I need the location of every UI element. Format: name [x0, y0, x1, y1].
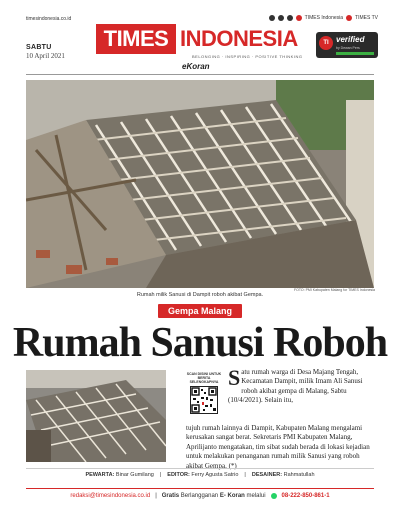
footer: redaksi@timesindonesia.co.id | Gratis Berlangganan E- Koran melalui 08-222-850-861-1 [26, 488, 374, 500]
editor-name: Ferry Agusta Satrio [191, 472, 239, 478]
twitter-icon[interactable] [287, 15, 293, 21]
brand-times: TIMES [96, 24, 176, 54]
article-credits: PEWARTA: Binar Gumilang | EDITOR: Ferry Agusta Satrio | DESAINER: Rahmatullah [26, 468, 374, 480]
masthead-logo[interactable] [96, 24, 306, 62]
issue-day: SABTU [26, 44, 52, 51]
qr-code-icon[interactable] [190, 386, 218, 414]
tv-label: TIMES TV [355, 15, 378, 21]
designer-label: DESAINER: [251, 472, 283, 478]
facebook-icon[interactable] [269, 15, 275, 21]
article-kicker: Gempa Malang [158, 304, 242, 318]
article-body-intro [228, 365, 374, 406]
social-handle: TIMES Indonesia [304, 15, 344, 21]
article-body-part1: atu rumah warga di Desa Majang Tengah, Kecamatan Dampit, milik Imam Ali Sanusi roboh akibat gempa di Malang, Sabtu (10/4/2021). Selain itu, [228, 368, 363, 405]
footer-subscribe: Berlangganan [180, 492, 219, 499]
verified-label: verified [336, 35, 365, 44]
verified-sub: by Dewan Pers [336, 46, 360, 50]
site-url[interactable]: timesindonesia.co.id [26, 16, 72, 22]
verified-logo-icon: TI [319, 36, 333, 50]
main-photo [26, 80, 374, 288]
article-body-part2: tujuh rumah lainnya di Dampit, Kabupaten Malang mengalami kerusakan sangat berat. Sekretaris PMI Kabupaten Malang, Aprilijanto mengatakan, tim sibat sudah berada di lokasi kejadian untuk melakukan penanganan rumah milik Sanusi yang roboh akibat Gempa. (*) [186, 424, 370, 470]
verified-badge [316, 32, 378, 58]
header-divider [26, 74, 374, 75]
section-label: eKoran [182, 62, 210, 71]
top-bar [0, 0, 400, 26]
qr-code-block[interactable] [186, 372, 222, 418]
designer-name: Rahmatullah [283, 472, 315, 478]
photo-credit: FOTO: PMI Kabupaten Malang for TIMES Indonesia [294, 288, 375, 292]
social-links [269, 15, 378, 21]
brand-tagline: BELONGING · INSPIRING · POSITIVE THINKING [192, 54, 303, 59]
writer-label: PEWARTA: [85, 472, 115, 478]
tv-icon[interactable] [346, 15, 352, 21]
instagram-icon[interactable] [278, 15, 284, 21]
issue-date [26, 44, 65, 60]
writer-name: Binar Gumilang [115, 472, 154, 478]
footer-via: melalui [246, 492, 266, 499]
footer-free: Gratis [161, 492, 180, 499]
issue-full-date: 10 April 2021 [26, 52, 65, 60]
collapsed-roof-image [26, 370, 166, 462]
qr-label: SCAN DISINI UNTUK BERITA SELENGKAPNYA [186, 372, 222, 384]
article-dropcap: S [228, 365, 241, 390]
article-headline: Rumah Sanusi Roboh [12, 320, 388, 366]
editor-label: EDITOR: [167, 472, 190, 478]
whatsapp-icon[interactable] [271, 493, 277, 499]
youtube-icon[interactable] [296, 15, 302, 21]
photo-caption: Rumah milik Sanusi di Dampit roboh akibat Gempa. [136, 292, 264, 298]
footer-product: E- Koran [219, 492, 245, 499]
footer-phone[interactable]: 08-222-850-861-1 [281, 492, 330, 499]
footer-email[interactable]: redaksi@timesindonesia.co.id [70, 492, 151, 499]
collapsed-house-image [26, 80, 374, 288]
secondary-photo [26, 370, 166, 462]
verified-bar [336, 52, 374, 55]
brand-indonesia: INDONESIA [180, 26, 298, 51]
